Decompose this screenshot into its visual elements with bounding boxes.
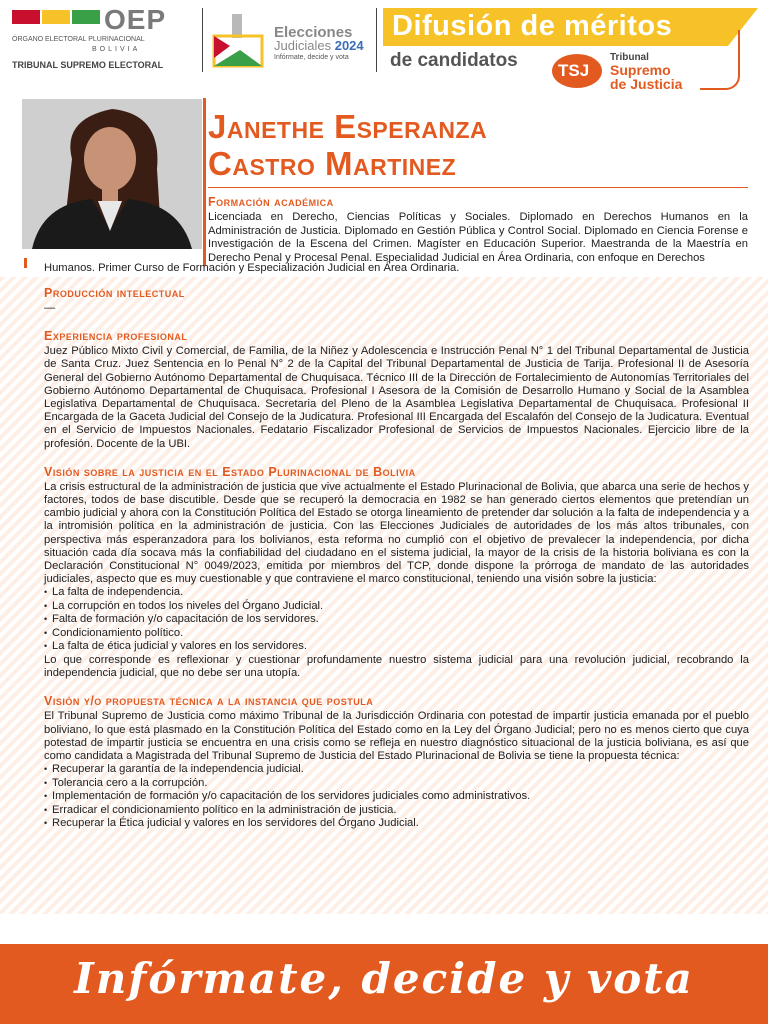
elecciones-title: Elecciones bbox=[274, 24, 353, 41]
list-item: • Recuperar la garantía de la independencia judicial. bbox=[44, 763, 749, 777]
portrait-image bbox=[22, 99, 202, 249]
banner-title: Difusión de méritos bbox=[392, 10, 673, 42]
oep-color-bars bbox=[12, 10, 100, 24]
accent-mark bbox=[24, 258, 27, 268]
list-item: • Implementación de formación y/o capacitación de los servidores judiciales como administrativos. bbox=[44, 790, 749, 804]
propuesta-bullets bbox=[44, 763, 749, 831]
vision-closing: Lo que corresponde es reflexionar y cuestionar profundamente nuestro sistema judicial para una revolución judicial, recobrando la independencia judicial, que no debe ser una utopía. bbox=[44, 653, 749, 680]
list-item: • Condicionamiento político. bbox=[44, 627, 749, 641]
main-content bbox=[44, 286, 749, 841]
ballot-box-icon bbox=[210, 14, 268, 68]
formacion-text-cont: Humanos. Primer Curso de Formación y Especialización Judicial en Área Ordinaria. bbox=[44, 262, 460, 274]
elecciones-logo bbox=[210, 10, 370, 74]
elecciones-subtitle: Judiciales 2024 bbox=[274, 38, 364, 53]
formacion-heading: Formación académica bbox=[208, 195, 334, 209]
banner-subtitle: de candidatos bbox=[390, 50, 518, 71]
produccion-heading: Producción intelectual bbox=[44, 286, 185, 300]
oep-organ-label: ÓRGANO ELECTORAL PLURINACIONAL bbox=[12, 36, 145, 43]
vision-heading: Visión sobre la justicia en el Estado Plurinacional de Bolivia bbox=[44, 464, 416, 479]
list-item: • Erradicar el condicionamiento político en la administración de justicia. bbox=[44, 804, 749, 818]
experiencia-section bbox=[44, 329, 749, 451]
vision-text: La crisis estructural de la administración de justicia que vive actualmente el Estado Plurinacional de Bolivia, que abarca una serie de hechos y factores, todos de base discutible. Desde que se recuperó la democracia en 1982 se han generado ciertos elementos que pretendían un cambio judicial y ahora con la Constitución Política del Estado se otorga lineamiento de pretender dar solución a la falta de independencia y a la intromisión política en la administración de justicia. Con las Elecciones Judiciales de autoridades de los más altos tribunales, con perspectiva más esperanzadora para los bolivianos, esta reforma no cumplió con el objetivo de prevalecer la independencia, por dicha situación cada día socava más la confiabilidad del ciudadano en el sistema judicial, la mayor de la crisis de la historia boliviana es con la Declaración Constitucional N° 0049/2023, emitida por miembros del TCP, donde dispone la prórroga de mandato de las autoridades judiciales, aspecto que es muy cuestionable y que contraviene el marco constitucional, teniendo una visión sobre la justicia: bbox=[44, 480, 749, 586]
candidate-name: Janethe Esperanza Castro Martinez bbox=[208, 108, 488, 182]
oep-country-label: BOLIVIA bbox=[92, 46, 141, 53]
oep-wordmark: OEP bbox=[104, 4, 167, 35]
tsj-label-line2: Supremo bbox=[610, 62, 671, 78]
list-item: • La falta de ética judicial y valores en los servidores. bbox=[44, 640, 749, 654]
propuesta-section bbox=[44, 694, 749, 830]
list-item: • La corrupción en todos los niveles del Órgano Judicial. bbox=[44, 600, 749, 614]
accent-bar bbox=[203, 98, 206, 266]
vision-section bbox=[44, 465, 749, 681]
header-divider bbox=[202, 8, 203, 72]
tsj-label-line1: Tribunal bbox=[610, 52, 649, 63]
page-header bbox=[0, 0, 768, 92]
oep-tribunal-label: TRIBUNAL SUPREMO ELECTORAL bbox=[12, 60, 164, 70]
tsj-abbreviation: TSJ bbox=[558, 61, 590, 80]
tsj-logo bbox=[552, 52, 752, 92]
formacion-text: Licenciada en Derecho, Ciencias Políticas y Sociales. Diplomado en Derechos Humanos en la Administración de Justicia. Diplomado en Gestión Pública y Control Social. Diplomado en Ciencia Forense e Investigación de la Escena del Crimen. Magíster en Educación Superior. Maestranda de la Maestría en Derecho Penal y Procesal Penal. Especialidad Judicial en Área Ordinaria, con enfoque en Derechos bbox=[208, 211, 748, 264]
name-underline bbox=[208, 187, 748, 188]
footer-banner bbox=[0, 944, 768, 1024]
oep-logo bbox=[12, 4, 197, 78]
propuesta-text: El Tribunal Supremo de Justicia como máximo Tribunal de la Jurisdicción Ordinaria con potestad de impartir justicia emanada por el pueblo boliviano, lo que está plasmado en la Constitución Política del Estado como en la Ley del Órgano Judicial; pero no es menos cierto que cuya potestad de impartir justicia se encuentra en una crisis como se refleja en nuestro diagnóstico situacional de la justicia boliviana, es así que como candidata a Magistrada del Tribunal Supremo de Justicia del Estado Plurinacional de Bolivia se tiene la propuesta técnica: bbox=[44, 710, 749, 762]
vision-bullets bbox=[44, 586, 749, 654]
produccion-text: — bbox=[44, 302, 56, 314]
footer-slogan: Infórmate, decide y vota bbox=[74, 954, 694, 1003]
produccion-section bbox=[44, 286, 749, 315]
list-item: • Tolerancia cero a la corrupción. bbox=[44, 777, 749, 791]
tsj-label-line3: de Justicia bbox=[610, 76, 683, 92]
experiencia-heading: Experiencia profesional bbox=[44, 329, 188, 344]
list-item: • Falta de formación y/o capacitación de los servidores. bbox=[44, 613, 749, 627]
header-divider bbox=[376, 8, 377, 72]
candidate-photo bbox=[22, 99, 202, 249]
list-item: • La falta de independencia. bbox=[44, 586, 749, 600]
propuesta-heading: Visión y/o propuesta técnica a la instancia que postula bbox=[44, 694, 374, 709]
elecciones-tagline: Infórmate, decide y vota bbox=[274, 54, 349, 61]
experiencia-text: Juez Público Mixto Civil y Comercial, de Familia, de la Niñez y Adolescencia e Instrucción Penal N° 1 del Tribunal Departamental de Justicia de Santa Cruz. Juez Sentencia en lo Penal N° 2 de la Capital del Tribunal Departamental de Justicia de Tarija. Profesional II de Asesoría General del Gobierno Autónomo Departamental de Chuquisaca. Técnico III de la Dirección de Fortalecimiento de Autonomías Territoriales del Gobierno Autónomo Departamental de Chuquisaca. Profesional I Asesora de la Comisión de Desarrollo Humano y Social de la Asamblea Legislativa Departamental de Chuquisaca. Secretaria del Pleno de la Asamblea Legislativa Departamental de Chuquisaca. Profesional II Encargada de la Gaceta Judicial del Consejo de la Judicatura. Profesional III Encargada del Escalafón del Consejo de la Judicatura. Eventual en el Servicio de Impuestos Nacionales. Fedatario Fiscalizador Profesional de Servicios de Impuestos Nacionales. Ejercicio libre de la profesión. Docente de la UBI. bbox=[44, 345, 749, 450]
list-item: • Recuperar la Ética judicial y valores en los servidores del Órgano Judicial. bbox=[44, 817, 749, 831]
